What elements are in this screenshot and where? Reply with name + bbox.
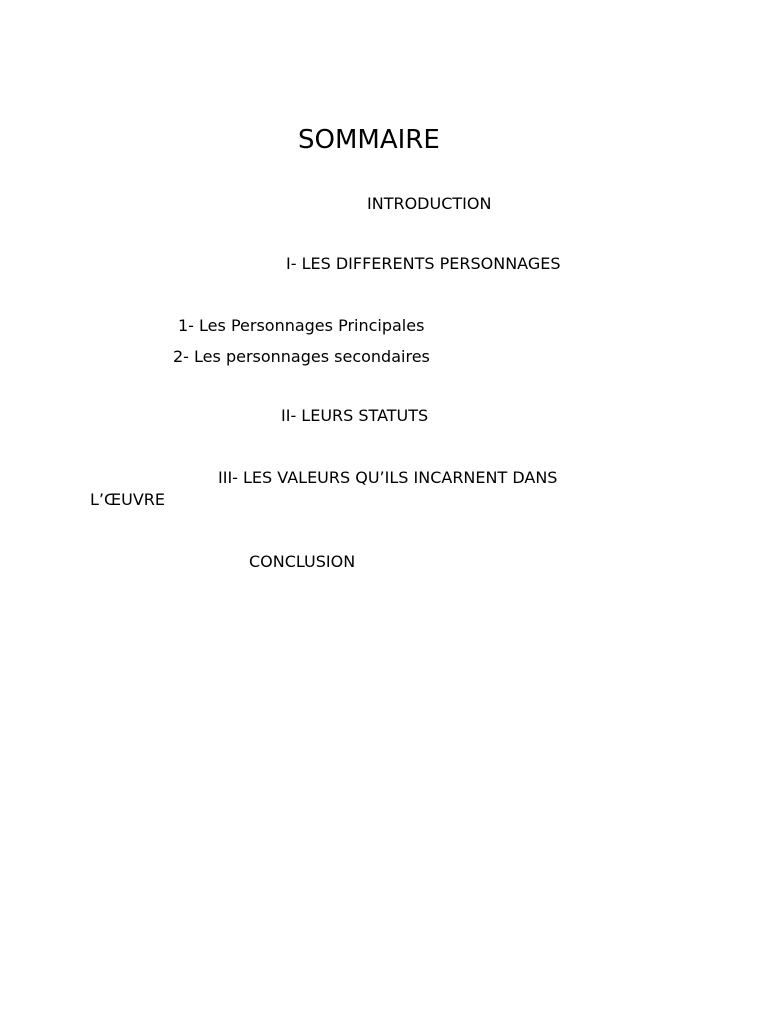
toc-subitem-1-1: 1- Les Personnages Principales bbox=[178, 316, 425, 335]
toc-item-part-2: II- LEURS STATUTS bbox=[281, 406, 429, 425]
toc-item-part-1: I- LES DIFFERENTS PERSONNAGES bbox=[286, 254, 561, 273]
toc-subitem-1-2: 2- Les personnages secondaires bbox=[173, 347, 430, 366]
page-title: SOMMAIRE bbox=[298, 125, 440, 155]
toc-item-introduction: INTRODUCTION bbox=[367, 194, 492, 213]
toc-item-conclusion: CONCLUSION bbox=[249, 552, 356, 571]
toc-item-part-3: III- LES VALEURS QU’ILS INCARNENT DANS bbox=[218, 468, 558, 487]
toc-item-part-3-continuation: L’ŒUVRE bbox=[90, 490, 165, 509]
